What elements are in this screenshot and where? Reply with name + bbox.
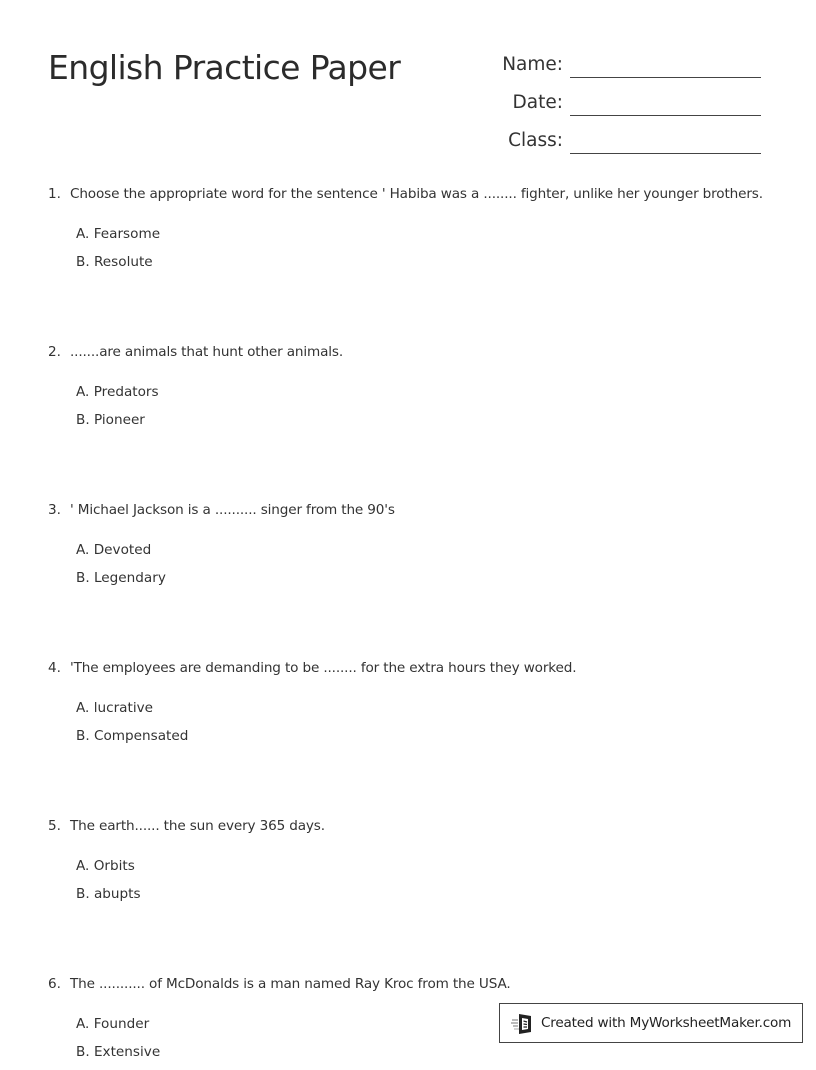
question-text: ' Michael Jackson is a .......... singer from the 90's bbox=[70, 502, 395, 518]
question-number: 6. bbox=[48, 976, 61, 992]
class-blank-line[interactable] bbox=[570, 153, 761, 154]
page-title: English Practice Paper bbox=[48, 48, 401, 87]
option-b: B. Legendary bbox=[76, 570, 166, 586]
class-label: Class: bbox=[508, 130, 563, 151]
answer-options bbox=[48, 382, 788, 438]
option-b: B. Resolute bbox=[76, 254, 153, 270]
question-number: 5. bbox=[48, 818, 61, 834]
option-a: A. lucrative bbox=[76, 700, 154, 716]
question-2 bbox=[48, 342, 788, 438]
question-list bbox=[48, 184, 788, 1070]
name-blank-line[interactable] bbox=[570, 77, 761, 78]
date-blank-line[interactable] bbox=[570, 115, 761, 116]
question-number: 4. bbox=[48, 660, 61, 676]
worksheet-maker-logo-icon bbox=[511, 1011, 535, 1035]
answer-options bbox=[48, 856, 788, 912]
option-b: B. abupts bbox=[76, 886, 141, 902]
question-text: Choose the appropriate word for the sentence ' Habiba was a ........ fighter, unlike her younger brothers. bbox=[70, 186, 763, 202]
question-number: 1. bbox=[48, 186, 61, 202]
question-text: 'The employees are demanding to be ........ for the extra hours they worked. bbox=[70, 660, 577, 676]
answer-options bbox=[48, 224, 788, 280]
name-field bbox=[480, 50, 770, 88]
question-text: The earth...... the sun every 365 days. bbox=[70, 818, 325, 834]
date-label: Date: bbox=[512, 92, 563, 113]
option-a: A. Predators bbox=[76, 384, 159, 400]
question-number: 2. bbox=[48, 344, 61, 360]
option-a: A. Orbits bbox=[76, 858, 135, 874]
question-number: 3. bbox=[48, 502, 61, 518]
student-info-fields bbox=[480, 50, 770, 164]
option-b: B. Compensated bbox=[76, 728, 189, 744]
answer-options bbox=[48, 540, 788, 596]
name-label: Name: bbox=[502, 54, 563, 75]
question-5 bbox=[48, 816, 788, 912]
question-1 bbox=[48, 184, 788, 280]
created-with-badge[interactable] bbox=[499, 1003, 803, 1043]
option-b: B. Extensive bbox=[76, 1044, 161, 1060]
question-4 bbox=[48, 658, 788, 754]
option-b: B. Pioneer bbox=[76, 412, 145, 428]
answer-options bbox=[48, 698, 788, 754]
date-field bbox=[480, 88, 770, 126]
question-text: The ........... of McDonalds is a man named Ray Kroc from the USA. bbox=[70, 976, 511, 992]
option-a: A. Founder bbox=[76, 1016, 150, 1032]
question-3 bbox=[48, 500, 788, 596]
footer-text: Created with MyWorksheetMaker.com bbox=[541, 1015, 792, 1031]
option-a: A. Devoted bbox=[76, 542, 152, 558]
option-a: A. Fearsome bbox=[76, 226, 161, 242]
class-field bbox=[480, 126, 770, 164]
question-text: .......are animals that hunt other animals. bbox=[70, 344, 344, 360]
